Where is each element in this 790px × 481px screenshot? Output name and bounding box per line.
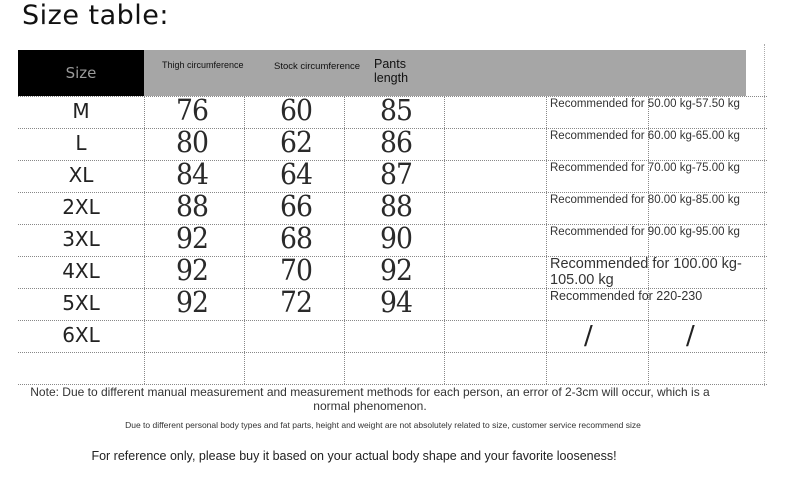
slash-mark: /	[584, 321, 593, 351]
size-cell: 2XL	[62, 195, 100, 219]
size-cell: 5XL	[62, 291, 100, 315]
reference-note: For reference only, please buy it based on your actual body shape and your favorite looseness!	[91, 449, 617, 463]
header-pants-length: Pants length	[374, 57, 409, 85]
recommendation-cell: Recommended for 50.00 kg-57.50 kg	[550, 98, 740, 110]
stock-cell: 64	[279, 157, 313, 191]
size-cell: XL	[68, 163, 94, 187]
table-row	[18, 125, 767, 160]
header-size: Size	[18, 50, 144, 96]
thigh-cell: 84	[175, 157, 209, 191]
recommendation-cell: Recommended for 70.00 kg-75.00 kg	[550, 162, 740, 174]
table-row	[18, 285, 767, 320]
size-recommendation-note: Due to different personal body types and fat parts, height and weight are not absolutely related to size, customer service recommend size	[125, 420, 641, 430]
thigh-cell: 76	[175, 93, 209, 127]
measurement-note: Note: Due to different manual measurement and measurement methods for each person, an error of 2-3cm will occur, which is a normal phenomenon.	[30, 385, 710, 413]
thigh-cell: 92	[175, 285, 209, 319]
recommendation-cell: Recommended for 80.00 kg-85.00 kg	[550, 194, 740, 206]
pants-cell: 87	[379, 157, 413, 191]
pants-cell: 90	[379, 221, 413, 255]
recommendation-cell: Recommended for 90.00 kg-95.00 kg	[550, 226, 740, 238]
right-border	[764, 44, 765, 386]
thigh-cell: 80	[175, 125, 209, 159]
size-cell: 3XL	[62, 227, 100, 251]
pants-cell: 85	[379, 93, 413, 127]
table-row	[18, 157, 767, 192]
table-row	[18, 93, 767, 128]
page-title: Size table:	[22, 0, 169, 31]
pants-cell: 86	[379, 125, 413, 159]
stock-cell: 70	[279, 253, 313, 287]
pants-cell: 88	[379, 189, 413, 223]
size-cell: 6XL	[62, 323, 100, 347]
table-row	[18, 221, 767, 256]
row-divider	[18, 352, 767, 353]
table-row	[18, 320, 767, 352]
slash-mark: /	[686, 321, 695, 351]
stock-cell: 66	[279, 189, 313, 223]
stock-cell: 68	[279, 221, 313, 255]
size-cell: L	[75, 131, 87, 155]
table-row	[18, 189, 767, 224]
recommendation-cell: Recommended for 100.00 kg-105.00 kg	[550, 256, 742, 288]
stock-cell: 72	[279, 285, 313, 319]
table-row	[18, 253, 767, 288]
stock-cell: 60	[279, 93, 313, 127]
pants-cell: 92	[379, 253, 413, 287]
pants-cell: 94	[379, 285, 413, 319]
recommendation-cell: Recommended for 60.00 kg-65.00 kg	[550, 130, 740, 142]
thigh-cell: 92	[175, 253, 209, 287]
header-stock-circumference: Stock circumference	[274, 61, 361, 72]
size-table	[18, 50, 767, 386]
thigh-cell: 88	[175, 189, 209, 223]
thigh-cell: 92	[175, 221, 209, 255]
recommendation-cell: Recommended for 220-230	[550, 289, 703, 303]
size-cell: 4XL	[62, 259, 100, 283]
stock-cell: 62	[279, 125, 313, 159]
header-thigh-circumference: Thigh circumference	[162, 60, 244, 70]
size-cell: M	[72, 99, 90, 123]
